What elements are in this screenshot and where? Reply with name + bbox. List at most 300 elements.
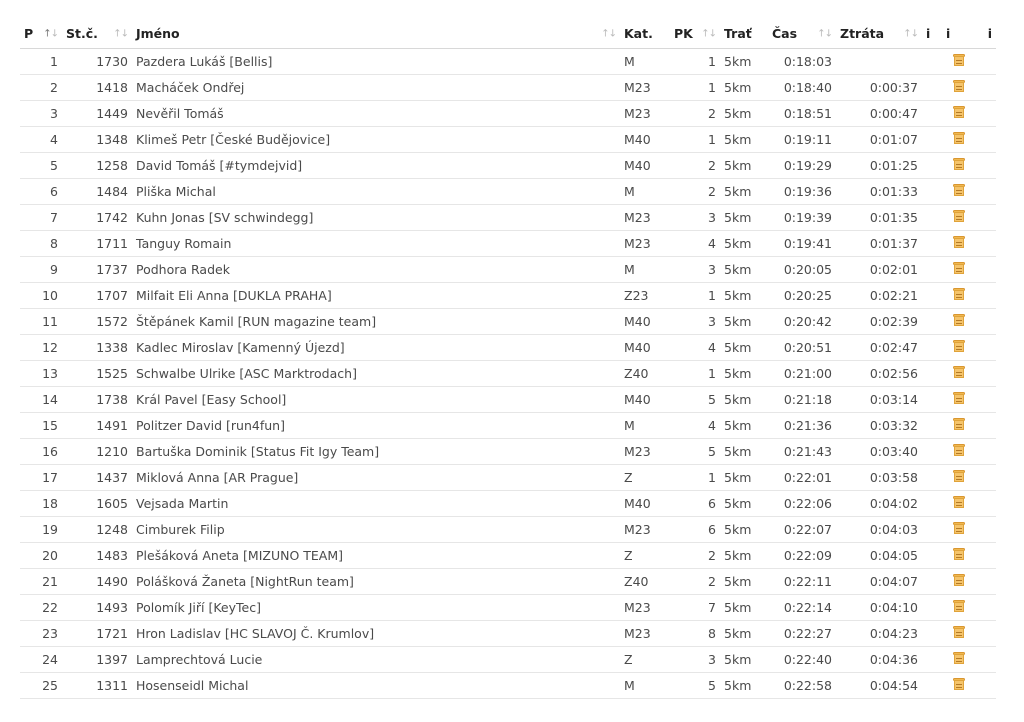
cell-info-1 [922,127,942,153]
cell-time: 0:20:05 [768,257,836,283]
cell-position: 19 [20,517,62,543]
cell-category-position: 6 [670,491,720,517]
cell-start-number: 1711 [62,231,132,257]
table-row[interactable] [20,621,996,647]
cell-start-number: 1490 [62,569,132,595]
table-row[interactable] [20,491,996,517]
scroll-document-icon[interactable] [953,366,965,379]
cell-track: 5km [720,387,768,413]
column-header-stc-label: St.č. [66,26,98,41]
cell-time-loss: 0:04:54 [836,673,922,699]
cell-start-number: 1493 [62,595,132,621]
cell-detail[interactable] [942,439,976,465]
column-header-info-1-label: i [926,26,931,41]
cell-info-1 [922,647,942,673]
cell-detail[interactable] [942,647,976,673]
cell-start-number: 1449 [62,101,132,127]
cell-track: 5km [720,257,768,283]
scroll-document-icon[interactable] [953,626,965,639]
cell-detail[interactable] [942,361,976,387]
cell-info-3 [976,257,996,283]
cell-time-loss: 0:04:03 [836,517,922,543]
scroll-document-icon[interactable] [953,314,965,327]
cell-detail[interactable] [942,413,976,439]
cell-time: 0:21:18 [768,387,836,413]
cell-category: M [620,179,670,205]
cell-track: 5km [720,543,768,569]
results-table [20,19,996,699]
cell-category-position: 1 [670,127,720,153]
cell-start-number: 1437 [62,465,132,491]
cell-category: M40 [620,491,670,517]
cell-category-position: 4 [670,231,720,257]
cell-category: M [620,49,670,75]
cell-track: 5km [720,413,768,439]
table-row[interactable] [20,361,996,387]
cell-info-3 [976,231,996,257]
cell-detail[interactable] [942,127,976,153]
cell-position: 25 [20,673,62,699]
cell-time: 0:19:29 [768,153,836,179]
cell-category: M40 [620,309,670,335]
scroll-document-icon[interactable] [953,158,965,171]
cell-time: 0:22:07 [768,517,836,543]
scroll-document-icon[interactable] [953,236,965,249]
cell-position: 18 [20,491,62,517]
cell-start-number: 1605 [62,491,132,517]
cell-info-1 [922,179,942,205]
cell-info-3 [976,491,996,517]
cell-start-number: 1348 [62,127,132,153]
cell-time-loss: 0:02:39 [836,309,922,335]
cell-time: 0:22:27 [768,621,836,647]
cell-time-loss: 0:02:47 [836,335,922,361]
cell-time-loss: 0:04:07 [836,569,922,595]
cell-info-1 [922,309,942,335]
cell-position: 4 [20,127,62,153]
table-row[interactable] [20,413,996,439]
cell-track: 5km [720,283,768,309]
cell-time: 0:20:42 [768,309,836,335]
cell-detail[interactable] [942,517,976,543]
cell-category: Z40 [620,361,670,387]
cell-time-loss: 0:01:07 [836,127,922,153]
cell-time: 0:21:36 [768,413,836,439]
cell-name: Pazdera Lukáš [Bellis] [132,49,620,75]
cell-name: Nevěřil Tomáš [132,101,620,127]
cell-info-1 [922,335,942,361]
cell-time: 0:20:51 [768,335,836,361]
cell-info-3 [976,309,996,335]
table-row[interactable] [20,647,996,673]
scroll-document-icon[interactable] [953,652,965,665]
cell-time-loss: 0:04:23 [836,621,922,647]
column-header-kat[interactable] [620,19,670,49]
cell-time-loss [836,49,922,75]
cell-start-number: 1707 [62,283,132,309]
cell-info-1 [922,75,942,101]
column-header-kat-label: Kat. [624,26,653,41]
cell-info-1 [922,101,942,127]
cell-name: Pliška Michal [132,179,620,205]
cell-time: 0:19:41 [768,231,836,257]
cell-category: M23 [620,621,670,647]
cell-category-position: 3 [670,257,720,283]
cell-info-3 [976,413,996,439]
cell-track: 5km [720,569,768,595]
cell-name: Štěpánek Kamil [RUN magazine team] [132,309,620,335]
column-header-info-1 [922,19,942,49]
cell-track: 5km [720,153,768,179]
cell-info-1 [922,413,942,439]
cell-info-1 [922,205,942,231]
cell-detail[interactable] [942,153,976,179]
cell-category: M40 [620,387,670,413]
cell-category-position: 1 [670,49,720,75]
cell-detail[interactable] [942,75,976,101]
column-header-cas[interactable] [768,19,836,49]
cell-name: Bartuška Dominik [Status Fit Igy Team] [132,439,620,465]
cell-position: 14 [20,387,62,413]
cell-track: 5km [720,335,768,361]
column-header-info-3-label: i [987,26,992,41]
cell-position: 5 [20,153,62,179]
cell-time: 0:18:40 [768,75,836,101]
cell-position: 11 [20,309,62,335]
table-row[interactable] [20,101,996,127]
scroll-document-icon[interactable] [953,444,965,457]
cell-time-loss: 0:04:10 [836,595,922,621]
cell-category: Z [620,647,670,673]
cell-category-position: 4 [670,413,720,439]
cell-time: 0:22:40 [768,647,836,673]
cell-category-position: 6 [670,517,720,543]
cell-time: 0:20:25 [768,283,836,309]
cell-time-loss: 0:00:47 [836,101,922,127]
cell-category-position: 5 [670,387,720,413]
scroll-document-icon[interactable] [953,80,965,93]
table-row[interactable] [20,75,996,101]
sort-icon[interactable]: ↑↓ [113,28,128,39]
cell-detail[interactable] [942,231,976,257]
column-header-p[interactable] [20,19,62,49]
cell-category: Z [620,543,670,569]
cell-detail[interactable] [942,673,976,699]
cell-category: M [620,413,670,439]
cell-category: M [620,257,670,283]
sort-icon[interactable]: ↑↓ [43,28,58,39]
cell-track: 5km [720,465,768,491]
table-row[interactable] [20,179,996,205]
table-row[interactable] [20,543,996,569]
table-row[interactable] [20,335,996,361]
cell-time-loss: 0:01:35 [836,205,922,231]
cell-position: 22 [20,595,62,621]
cell-category-position: 5 [670,673,720,699]
cell-start-number: 1483 [62,543,132,569]
table-row[interactable] [20,283,996,309]
column-header-p-label: P [24,26,34,41]
cell-info-3 [976,335,996,361]
cell-position: 10 [20,283,62,309]
cell-info-3 [976,621,996,647]
cell-info-1 [922,465,942,491]
cell-info-3 [976,75,996,101]
cell-track: 5km [720,361,768,387]
cell-detail[interactable] [942,179,976,205]
cell-category-position: 3 [670,205,720,231]
cell-info-3 [976,569,996,595]
table-row[interactable] [20,387,996,413]
cell-time-loss: 0:01:33 [836,179,922,205]
column-header-info-2 [942,19,976,49]
cell-category: M23 [620,75,670,101]
table-row[interactable] [20,153,996,179]
cell-info-3 [976,673,996,699]
results-table-body [20,49,996,699]
cell-detail[interactable] [942,543,976,569]
scroll-document-icon[interactable] [953,496,965,509]
cell-time-loss: 0:01:37 [836,231,922,257]
cell-category-position: 1 [670,75,720,101]
cell-track: 5km [720,621,768,647]
scroll-document-icon[interactable] [953,288,965,301]
cell-category: Z23 [620,283,670,309]
cell-category: M23 [620,595,670,621]
cell-start-number: 1338 [62,335,132,361]
scroll-document-icon[interactable] [953,106,965,119]
column-header-pk[interactable] [670,19,720,49]
cell-time: 0:18:51 [768,101,836,127]
cell-start-number: 1730 [62,49,132,75]
cell-position: 1 [20,49,62,75]
column-header-jmeno[interactable] [132,19,620,49]
column-header-ztrata-label: Ztráta [840,26,885,41]
scroll-document-icon[interactable] [953,678,965,691]
cell-name: Král Pavel [Easy School] [132,387,620,413]
cell-info-3 [976,647,996,673]
cell-info-1 [922,257,942,283]
table-row[interactable] [20,439,996,465]
table-row[interactable] [20,205,996,231]
cell-name: Lamprechtová Lucie [132,647,620,673]
cell-position: 2 [20,75,62,101]
cell-category-position: 3 [670,647,720,673]
cell-time-loss: 0:04:36 [836,647,922,673]
table-row[interactable] [20,673,996,699]
cell-info-1 [922,621,942,647]
cell-time-loss: 0:04:05 [836,543,922,569]
cell-detail[interactable] [942,335,976,361]
cell-detail[interactable] [942,595,976,621]
cell-start-number: 1572 [62,309,132,335]
cell-time: 0:22:11 [768,569,836,595]
cell-category: M [620,673,670,699]
cell-track: 5km [720,517,768,543]
table-row[interactable] [20,127,996,153]
cell-info-3 [976,595,996,621]
cell-position: 21 [20,569,62,595]
cell-position: 7 [20,205,62,231]
cell-time-loss: 0:03:58 [836,465,922,491]
cell-category-position: 4 [670,335,720,361]
scroll-document-icon[interactable] [953,54,965,67]
column-header-trat-label: Trať [724,26,752,41]
table-row[interactable] [20,569,996,595]
cell-position: 17 [20,465,62,491]
cell-name: Hosenseidl Michal [132,673,620,699]
cell-info-3 [976,205,996,231]
cell-info-1 [922,673,942,699]
table-header-row [20,19,996,49]
cell-detail[interactable] [942,309,976,335]
cell-track: 5km [720,647,768,673]
cell-track: 5km [720,205,768,231]
cell-name: Macháček Ondřej [132,75,620,101]
cell-name: Tanguy Romain [132,231,620,257]
cell-detail[interactable] [942,257,976,283]
cell-detail[interactable] [942,49,976,75]
scroll-document-icon[interactable] [953,184,965,197]
cell-track: 5km [720,231,768,257]
cell-time: 0:18:03 [768,49,836,75]
cell-start-number: 1248 [62,517,132,543]
cell-track: 5km [720,491,768,517]
cell-time-loss: 0:03:40 [836,439,922,465]
scroll-document-icon[interactable] [953,574,965,587]
cell-track: 5km [720,101,768,127]
cell-detail[interactable] [942,387,976,413]
table-row[interactable] [20,257,996,283]
cell-category-position: 8 [670,621,720,647]
cell-track: 5km [720,127,768,153]
cell-info-3 [976,387,996,413]
scroll-document-icon[interactable] [953,470,965,483]
cell-category: M40 [620,127,670,153]
cell-detail[interactable] [942,283,976,309]
cell-start-number: 1525 [62,361,132,387]
cell-info-3 [976,283,996,309]
sort-icon[interactable]: ↑↓ [601,28,616,39]
cell-detail[interactable] [942,205,976,231]
cell-category-position: 2 [670,101,720,127]
sort-icon[interactable]: ↑↓ [817,28,832,39]
cell-time-loss: 0:00:37 [836,75,922,101]
cell-info-3 [976,49,996,75]
cell-detail[interactable] [942,569,976,595]
cell-info-3 [976,179,996,205]
cell-name: Hron Ladislav [HC SLAVOJ Č. Krumlov] [132,621,620,647]
cell-info-1 [922,49,942,75]
cell-info-3 [976,465,996,491]
cell-category: Z [620,465,670,491]
scroll-document-icon[interactable] [953,392,965,405]
cell-info-3 [976,361,996,387]
cell-category-position: 2 [670,569,720,595]
cell-position: 3 [20,101,62,127]
cell-time: 0:22:14 [768,595,836,621]
cell-info-3 [976,101,996,127]
cell-track: 5km [720,49,768,75]
cell-detail[interactable] [942,101,976,127]
cell-category: M23 [620,205,670,231]
column-header-cas-label: Čas [772,26,798,41]
cell-position: 9 [20,257,62,283]
cell-position: 15 [20,413,62,439]
scroll-document-icon[interactable] [953,548,965,561]
cell-name: Polomík Jiří [KeyTec] [132,595,620,621]
cell-start-number: 1418 [62,75,132,101]
cell-name: Cimburek Filip [132,517,620,543]
scroll-document-icon[interactable] [953,262,965,275]
cell-info-1 [922,153,942,179]
column-header-stc[interactable] [62,19,132,49]
cell-category: M40 [620,153,670,179]
cell-detail[interactable] [942,621,976,647]
sort-icon[interactable]: ↑↓ [903,28,918,39]
cell-category-position: 2 [670,543,720,569]
table-row[interactable] [20,465,996,491]
cell-detail[interactable] [942,465,976,491]
cell-position: 16 [20,439,62,465]
cell-time: 0:22:06 [768,491,836,517]
cell-info-1 [922,517,942,543]
column-header-info-3 [976,19,996,49]
cell-start-number: 1258 [62,153,132,179]
cell-position: 8 [20,231,62,257]
cell-track: 5km [720,673,768,699]
scroll-document-icon[interactable] [953,132,965,145]
cell-start-number: 1397 [62,647,132,673]
cell-position: 6 [20,179,62,205]
cell-detail[interactable] [942,491,976,517]
scroll-document-icon[interactable] [953,600,965,613]
scroll-document-icon[interactable] [953,522,965,535]
cell-time: 0:19:11 [768,127,836,153]
column-header-jmeno-label: Jméno [136,26,180,41]
cell-name: Miklová Anna [AR Prague] [132,465,620,491]
cell-time: 0:22:58 [768,673,836,699]
cell-info-1 [922,361,942,387]
cell-category-position: 1 [670,465,720,491]
cell-info-3 [976,517,996,543]
cell-category-position: 1 [670,361,720,387]
cell-name: Milfait Eli Anna [DUKLA PRAHA] [132,283,620,309]
cell-category: M23 [620,101,670,127]
table-row[interactable] [20,595,996,621]
cell-start-number: 1210 [62,439,132,465]
cell-category-position: 1 [670,283,720,309]
cell-info-1 [922,543,942,569]
table-row[interactable] [20,231,996,257]
cell-track: 5km [720,309,768,335]
scroll-document-icon[interactable] [953,210,965,223]
cell-start-number: 1738 [62,387,132,413]
table-row[interactable] [20,49,996,75]
cell-category: M40 [620,335,670,361]
sort-icon[interactable]: ↑↓ [701,28,716,39]
column-header-ztrata[interactable] [836,19,922,49]
table-row[interactable] [20,309,996,335]
cell-category: M23 [620,231,670,257]
scroll-document-icon[interactable] [953,340,965,353]
table-row[interactable] [20,517,996,543]
cell-position: 20 [20,543,62,569]
column-header-trat[interactable] [720,19,768,49]
cell-name: Klimeš Petr [České Budějovice] [132,127,620,153]
scroll-document-icon[interactable] [953,418,965,431]
column-header-info-2-label: i [946,26,951,41]
